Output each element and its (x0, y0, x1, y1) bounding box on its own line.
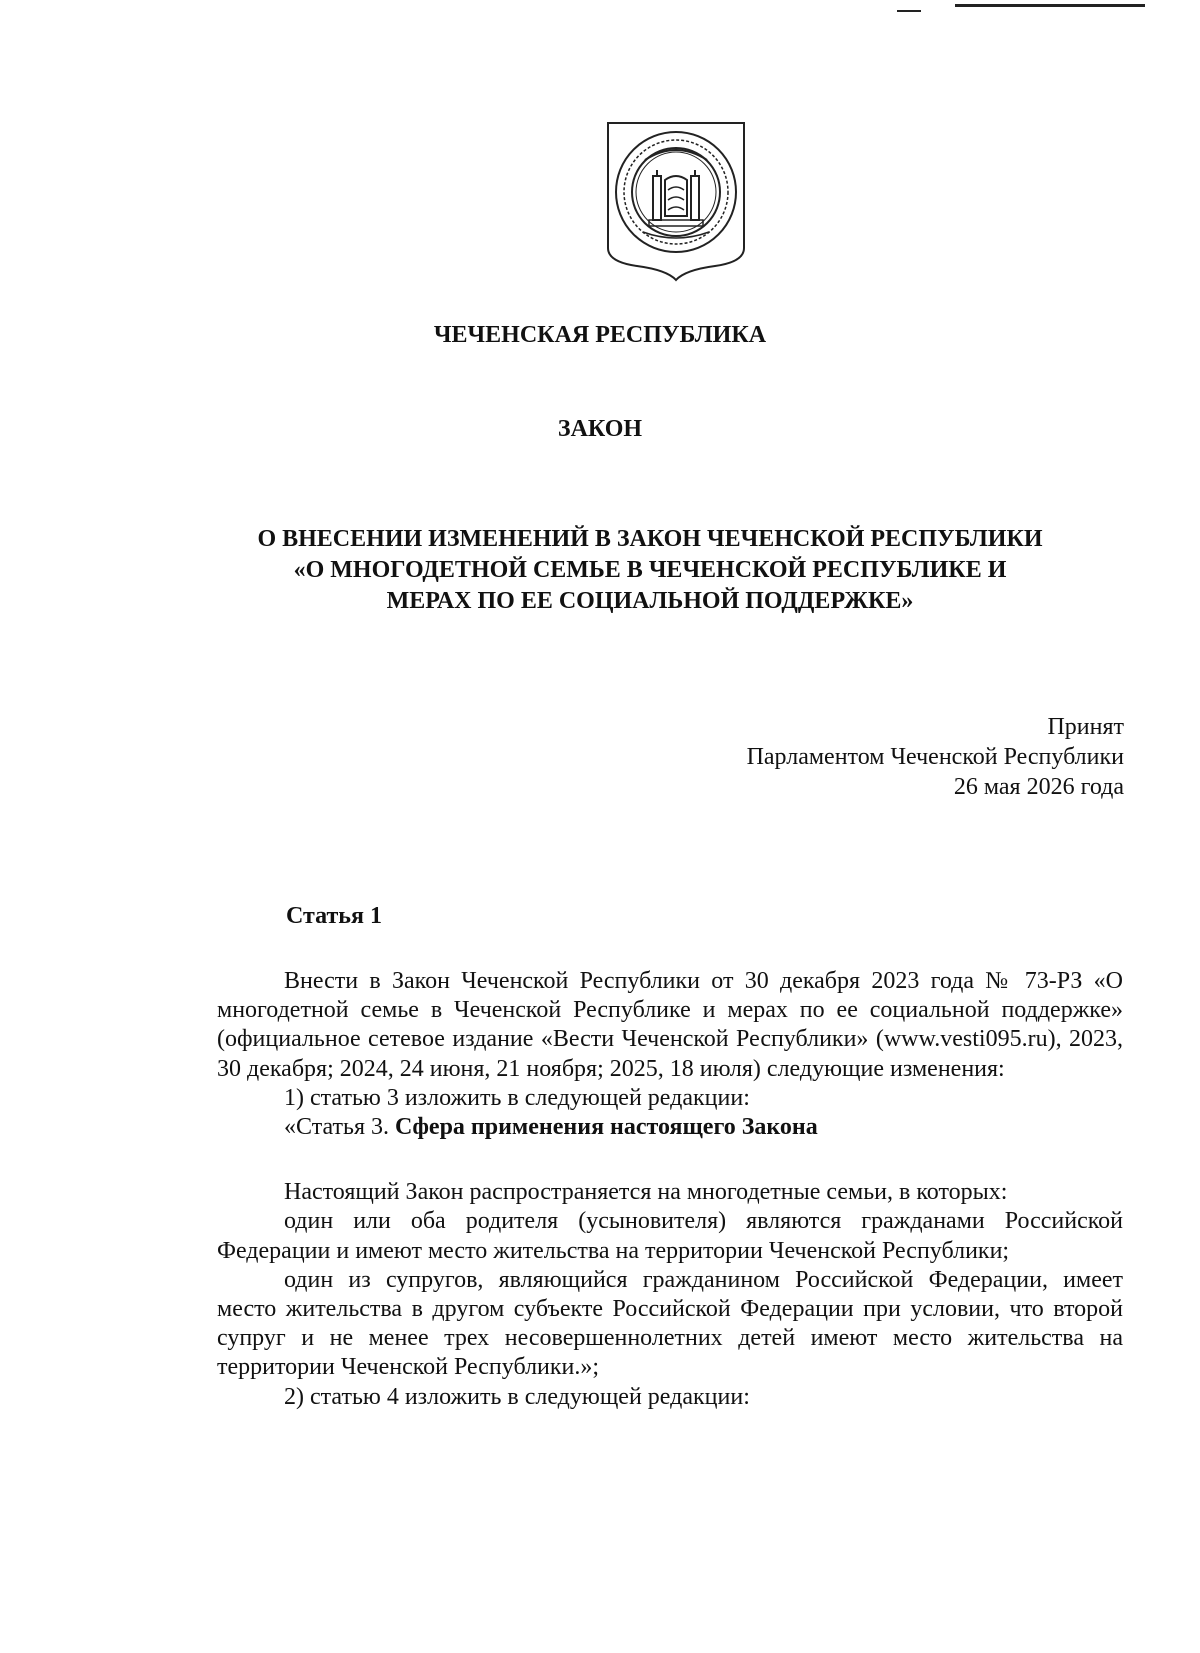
scope-intro-paragraph: Настоящий Закон распространяется на многодетные семьи, в которых: (284, 1179, 1008, 1206)
coat-of-arms-emblem (605, 120, 747, 282)
law-title-line: МЕРАХ ПО ЕЕ СОЦИАЛЬНОЙ ПОДДЕРЖКЕ» (386, 588, 914, 614)
document-type: ЗАКОН (557, 416, 643, 442)
adopted-date: 26 мая 2026 года (953, 774, 1124, 800)
sub-article-prefix: «Статья 3. (284, 1114, 395, 1141)
region-heading: ЧЕЧЕНСКАЯ РЕСПУБЛИКА (433, 322, 767, 348)
adopted-label: Принят (1047, 714, 1124, 740)
article-intro-paragraph: Внести в Закон Чеченской Республики от 30 декабря 2023 года № 73-РЗ «О многодетной семье в Чеченской Республике и мерах по ее социальной поддержке» (официальное сетевое издание «Вести Чеченской Республики» (www.vesti095.ru), 2023, 30 декабря; 2024, 24 июня, 21 ноября; 2025, 18 июля) следующие изменения: (217, 968, 1123, 1082)
law-title (200, 524, 1100, 617)
sub-article-title: Сфера применения настоящего Закона (394, 1114, 818, 1141)
law-title-line: «О МНОГОДЕТНОЙ СЕМЬЕ В ЧЕЧЕНСКОЙ РЕСПУБЛИКЕ И (293, 557, 1007, 583)
article-body (217, 967, 1123, 1412)
amendment-item-2: 2) статью 4 изложить в следующей редакции: (284, 1383, 750, 1410)
sub-article-heading (217, 1113, 1123, 1142)
amendment-item-1: 1) статью 3 изложить в следующей редакции: (284, 1084, 750, 1111)
adopted-by: Парламентом Чеченской Республики (746, 744, 1124, 770)
adoption-info (747, 712, 1124, 802)
scan-artifact-line (955, 4, 1145, 7)
law-title-line: О ВНЕСЕНИИ ИЗМЕНЕНИЙ В ЗАКОН ЧЕЧЕНСКОЙ РЕСПУБЛИКИ (257, 526, 1043, 552)
article-heading: Статья 1 (286, 903, 382, 929)
scope-paragraph-1: один или оба родителя (усыновителя) являются гражданами Российской Федерации и имеют место жительства на территории Чеченской Республики; (217, 1208, 1123, 1264)
scope-paragraph-2: один из супругов, являющийся гражданином Российской Федерации, имеет место жительства в другом субъекте Российской Федерации при условии, что второй супруг и не менее трех несовершеннолетних детей имеют место жительства на территории Чеченской Республики.»; (217, 1266, 1123, 1381)
scan-artifact-dash (897, 10, 921, 12)
